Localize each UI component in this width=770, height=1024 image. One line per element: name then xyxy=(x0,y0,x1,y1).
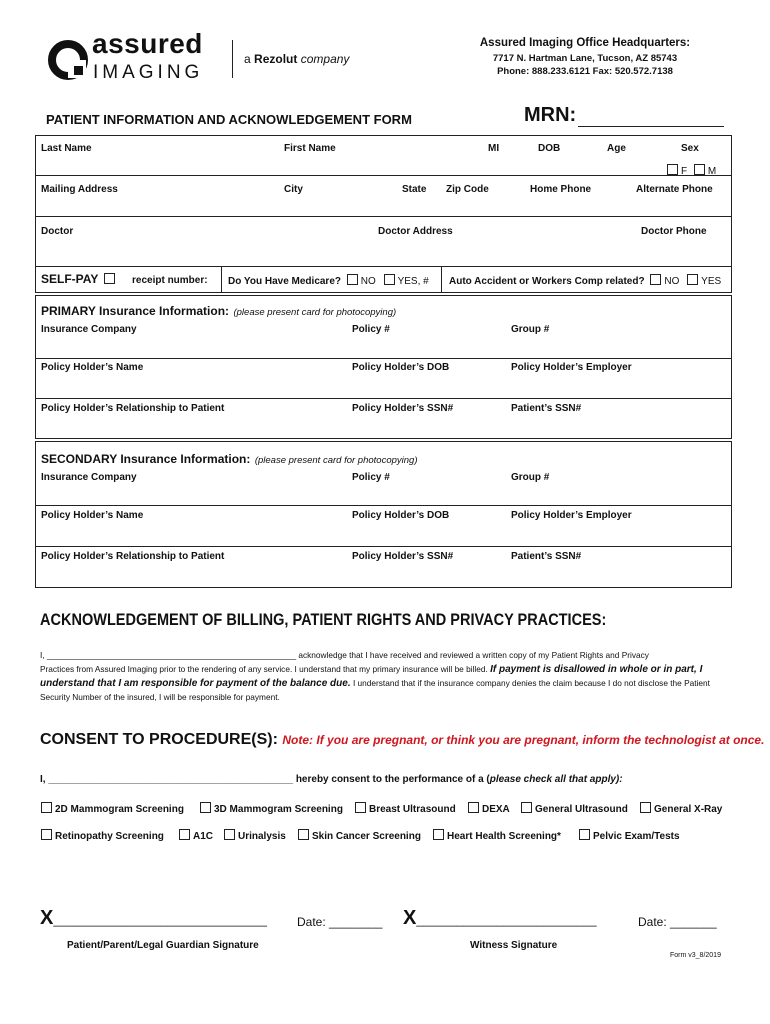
primary-holder-name-field[interactable]: Policy Holder’s Name xyxy=(41,362,144,373)
consent-line-text: I, ____________________________________________ hereby consent to the performance of a ( xyxy=(40,774,490,785)
patient-info-section xyxy=(35,135,732,267)
age-field[interactable]: Age xyxy=(607,143,626,154)
logo-mark-icon xyxy=(48,40,88,80)
secondary-holder-employer-field[interactable]: Policy Holder’s Employer xyxy=(511,510,632,521)
primary-patient-ssn-field[interactable]: Patient’s SSN# xyxy=(511,403,582,414)
witness-x-mark: X xyxy=(403,907,417,929)
alt-phone-field[interactable]: Alternate Phone xyxy=(636,184,713,195)
ack-line-3 xyxy=(40,676,730,691)
logo-divider xyxy=(232,40,233,78)
logo-word-assured: assured xyxy=(92,28,203,59)
consent-heading: CONSENT TO PROCEDURE(S): xyxy=(40,731,278,748)
mi-field[interactable]: MI xyxy=(488,143,500,154)
procedure-label: Skin Cancer Screening xyxy=(312,831,421,842)
primary-holder-employer-field[interactable]: Policy Holder’s Employer xyxy=(511,362,632,373)
medicare-yes-checkbox[interactable] xyxy=(384,274,395,285)
procedure-general-xray[interactable] xyxy=(640,802,722,815)
medicare-no-checkbox[interactable] xyxy=(347,274,358,285)
secondary-patient-ssn-field[interactable]: Patient’s SSN# xyxy=(511,551,582,562)
procedure-label: 3D Mammogram Screening xyxy=(214,804,343,815)
primary-policy-field[interactable]: Policy # xyxy=(352,324,390,335)
first-name-field[interactable]: First Name xyxy=(284,143,336,154)
secondary-note: (please present card for photocopying) xyxy=(254,455,418,466)
witness-signature-line[interactable] xyxy=(403,907,597,930)
secondary-holder-ssn-field[interactable]: Policy Holder’s SSN# xyxy=(352,551,454,562)
form-title: PATIENT INFORMATION AND ACKNOWLEDGEMENT FORM xyxy=(46,112,412,127)
office-address: 7717 N. Hartman Lane, Tucson, AZ 85743 xyxy=(492,53,678,64)
procedure-breast-ultrasound[interactable] xyxy=(355,802,456,815)
primary-holder-dob-field[interactable]: Policy Holder’s DOB xyxy=(352,362,450,373)
medicare-question xyxy=(228,274,429,287)
procedure-label: General Ultrasound xyxy=(535,804,628,815)
checkbox-icon[interactable] xyxy=(468,802,479,813)
primary-insurance-heading xyxy=(41,302,396,320)
secondary-insurance-company-field[interactable]: Insurance Company xyxy=(41,472,137,483)
primary-relationship-field[interactable]: Policy Holder’s Relationship to Patient xyxy=(41,403,225,414)
checkbox-icon[interactable] xyxy=(521,802,532,813)
procedure-label: 2D Mammogram Screening xyxy=(55,804,184,815)
secondary-holder-dob-field[interactable]: Policy Holder’s DOB xyxy=(352,510,450,521)
ack-heading: ACKNOWLEDGEMENT OF BILLING, PATIENT RIGHTS AND PRIVACY PRACTICES: xyxy=(40,611,607,629)
doctor-field[interactable]: Doctor xyxy=(41,226,74,237)
procedure-urinalysis[interactable] xyxy=(224,829,286,842)
checkbox-icon[interactable] xyxy=(579,829,590,840)
self-pay xyxy=(41,272,118,286)
procedure-label: Breast Ultrasound xyxy=(369,804,456,815)
checkbox-icon[interactable] xyxy=(640,802,651,813)
procedure-label: Pelvic Exam/Tests xyxy=(593,831,680,842)
consent-line[interactable] xyxy=(40,774,623,785)
self-pay-checkbox[interactable] xyxy=(104,273,115,284)
ack-line-2-text: Practices from Assured Imaging prior to the rendering of any service. I understand that my primary insurance will be billed. xyxy=(40,664,488,674)
auto-yes-label: YES xyxy=(701,276,722,287)
procedure-label: Urinalysis xyxy=(238,831,286,842)
auto-no-label: NO xyxy=(664,276,680,287)
city-field[interactable]: City xyxy=(284,184,303,195)
secondary-policy-field[interactable]: Policy # xyxy=(352,472,390,483)
procedure-a1c[interactable] xyxy=(179,829,213,842)
doctor-address-field[interactable]: Doctor Address xyxy=(378,226,453,237)
auto-yes-checkbox[interactable] xyxy=(687,274,698,285)
sex-f-label: F xyxy=(681,166,688,177)
secondary-relationship-field[interactable]: Policy Holder’s Relationship to Patient xyxy=(41,551,225,562)
patient-date-field[interactable]: Date: ________ xyxy=(297,915,383,929)
procedure-skin-cancer[interactable] xyxy=(298,829,421,842)
witness-signature-caption: Witness Signature xyxy=(470,940,558,951)
receipt-number-field[interactable]: receipt number: xyxy=(132,275,208,286)
office-title: Assured Imaging Office Headquarters: xyxy=(479,37,691,49)
checkbox-icon[interactable] xyxy=(298,829,309,840)
procedure-3d-mammogram[interactable] xyxy=(200,802,343,815)
procedure-label: Retinopathy Screening xyxy=(55,831,164,842)
sex-label: Sex xyxy=(681,143,699,154)
primary-holder-ssn-field[interactable]: Policy Holder’s SSN# xyxy=(352,403,454,414)
procedure-label: General X-Ray xyxy=(654,804,723,815)
primary-insurance-company-field[interactable]: Insurance Company xyxy=(41,324,137,335)
partner-name: Rezolut xyxy=(254,52,298,66)
auto-no-checkbox[interactable] xyxy=(650,274,661,285)
dob-field[interactable]: DOB xyxy=(538,143,561,154)
self-pay-label: SELF-PAY xyxy=(41,272,99,286)
pregnancy-note: Note: If you are pregnant, or think you are pregnant, inform the technologist at once. xyxy=(282,733,765,747)
partner-suffix: company xyxy=(300,52,350,66)
ack-line-3-emphasis: understand that I am responsible for payment of the balance due. xyxy=(40,678,351,689)
consent-line-italic: please check all that apply): xyxy=(489,774,623,785)
procedure-heart-health[interactable] xyxy=(433,829,561,842)
medicare-no-label: NO xyxy=(360,276,376,287)
procedure-retinopathy[interactable] xyxy=(41,829,164,842)
ack-line-1[interactable]: I, ______________________________________________________ acknowledge that I have received and reviewed a written copy of my Patient Rights and Privacy xyxy=(40,650,649,660)
checkbox-icon[interactable] xyxy=(224,829,235,840)
ack-line-4: Security Number of the insured, I will be responsible for payment. xyxy=(40,692,280,702)
procedure-2d-mammogram[interactable] xyxy=(41,802,184,815)
form-version: Form v3_8/2019 xyxy=(670,952,721,959)
zip-field[interactable]: Zip Code xyxy=(446,184,489,195)
checkbox-icon[interactable] xyxy=(41,829,52,840)
patient-signature-line[interactable] xyxy=(40,907,267,930)
ack-line-3-text: I understand that if the insurance company denies the claim because I do not disclose the Patient xyxy=(352,678,710,688)
logo xyxy=(48,28,248,86)
office-info xyxy=(440,37,730,77)
doctor-phone-field[interactable]: Doctor Phone xyxy=(641,226,707,237)
procedure-label: DEXA xyxy=(482,804,510,815)
medicare-yes-label: YES, # xyxy=(397,276,429,287)
primary-note: (please present card for photocopying) xyxy=(233,307,397,318)
primary-title: PRIMARY Insurance Information: xyxy=(41,304,230,318)
last-name-field[interactable]: Last Name xyxy=(41,143,92,154)
checkbox-icon[interactable] xyxy=(200,802,211,813)
secondary-insurance-heading xyxy=(41,450,417,468)
state-field[interactable]: State xyxy=(402,184,427,195)
secondary-holder-name-field[interactable]: Policy Holder’s Name xyxy=(41,510,144,521)
sex-m-checkbox[interactable] xyxy=(694,164,705,175)
ack-line-2 xyxy=(40,662,730,677)
procedure-general-ultrasound[interactable] xyxy=(521,802,628,815)
ack-line-2-emphasis: If payment is disallowed in whole or in part, I xyxy=(490,664,703,675)
mrn-label: MRN: xyxy=(524,104,577,126)
partner-prefix: a xyxy=(244,52,251,66)
primary-group-field[interactable]: Group # xyxy=(511,324,550,335)
sex-options xyxy=(667,164,716,177)
procedure-label: A1C xyxy=(193,831,214,842)
patient-signature-caption: Patient/Parent/Legal Guardian Signature xyxy=(67,940,259,951)
partner-tagline xyxy=(244,52,349,66)
auto-accident-question xyxy=(449,274,721,287)
procedure-pelvic-exam[interactable] xyxy=(579,829,680,842)
procedure-dexa[interactable] xyxy=(468,802,510,815)
checkbox-icon[interactable] xyxy=(433,829,444,840)
patient-x-mark: X xyxy=(40,907,54,929)
patient-signature-blank: ________________________________ xyxy=(53,913,267,927)
home-phone-field[interactable]: Home Phone xyxy=(530,184,592,195)
mailing-address-field[interactable]: Mailing Address xyxy=(41,184,118,195)
mrn-field[interactable] xyxy=(578,126,724,127)
sex-m-label: M xyxy=(707,166,717,177)
checkbox-icon[interactable] xyxy=(355,802,366,813)
procedure-label: Heart Health Screening* xyxy=(447,831,561,842)
secondary-title: SECONDARY Insurance Information: xyxy=(41,452,251,466)
checkbox-icon[interactable] xyxy=(41,802,52,813)
checkbox-icon[interactable] xyxy=(179,829,190,840)
auto-accident-label: Auto Accident or Workers Comp related? xyxy=(449,276,645,287)
secondary-group-field[interactable]: Group # xyxy=(511,472,550,483)
consent-heading-row xyxy=(40,731,764,749)
logo-word-imaging: IMAGING xyxy=(93,62,204,83)
witness-signature-blank: ___________________________ xyxy=(416,913,597,927)
office-phone: Phone: 888.233.6121 Fax: 520.572.7138 xyxy=(497,66,673,77)
witness-date-field[interactable]: Date: _______ xyxy=(638,915,717,929)
medicare-label: Do You Have Medicare? xyxy=(228,276,341,287)
sex-f-checkbox[interactable] xyxy=(667,164,678,175)
